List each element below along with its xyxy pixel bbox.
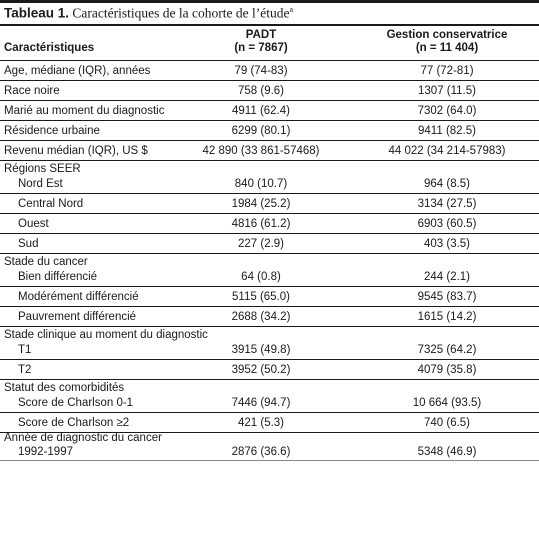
row-gc-value: 3134 (27.5) [417,198,477,210]
row-gc-value: 244 (2.1) [423,271,471,283]
row-label: Modérément différencié [18,291,139,303]
header-padt-name: PADT [245,29,277,41]
row-divider [0,120,539,121]
row-label: Bien différencié [18,271,98,283]
header-padt-count: (n = 7867) [234,42,288,54]
row-divider [0,213,539,214]
row-gc-value: 77 (72-81) [420,65,474,77]
row-gc-value: 964 (8.5) [423,178,471,190]
row-label: Race noire [4,85,60,97]
row-label: Pauvrement différencié [18,311,137,323]
row-gc-value: 1307 (11.5) [418,85,476,97]
header-top-rule [0,24,539,26]
row-gc-value: 740 (6.5) [423,417,471,429]
row-padt-value: 5115 (65.0) [232,291,290,303]
group-label: Stade du cancer [4,256,88,268]
row-divider [0,160,539,161]
row-divider [0,100,539,101]
row-padt-value: 6299 (80.1) [231,125,291,137]
row-divider [0,460,539,461]
row-label: Score de Charlson ≥2 [18,417,130,429]
table-title-label: Tableau 1. [4,5,70,21]
row-padt-value: 758 (9.6) [237,85,285,97]
group-label: Statut des comorbidités [4,382,125,394]
header-padt [192,29,330,55]
row-padt-value: 2876 (36.6) [231,446,291,458]
row-divider [0,412,539,413]
header-bottom-rule [0,60,539,61]
row-label: Résidence urbaine [4,125,100,137]
row-gc-value: 403 (3.5) [423,238,471,250]
row-label: Central Nord [18,198,84,210]
group-label: Régions SEER [4,163,81,175]
table-title-text: Caractéristiques de la cohorte de l’étude [72,5,290,21]
row-label: Sud [18,238,39,250]
row-label: Nord Est [18,178,63,190]
row-label: Score de Charlson 0-1 [18,397,134,409]
row-gc-value: 1615 (14.2) [417,311,477,323]
row-padt-value: 840 (10.7) [234,178,288,190]
row-gc-value: 6903 (60.5) [417,218,477,230]
row-padt-value: 79 (74-83) [234,65,288,77]
row-gc-value: 44 022 (34 214-57983) [388,145,506,157]
top-rule [0,0,539,3]
row-divider [0,379,539,380]
row-divider [0,306,539,307]
table-title [4,5,293,22]
group-label: Année de diagnostic du cancer [4,432,162,444]
row-label: Age, médiane (IQR), années [4,65,151,77]
row-gc-value: 10 664 (93.5) [412,397,482,409]
row-padt-value: 3915 (49.8) [231,344,291,356]
header-conservative [358,29,536,55]
row-gc-value: 9545 (83.7) [417,291,477,303]
row-label: Revenu médian (IQR), US $ [4,145,148,157]
row-gc-value: 5348 (46.9) [417,446,477,458]
row-divider [0,140,539,141]
row-divider [0,359,539,360]
row-gc-value: 9411 (82.5) [418,125,476,137]
row-padt-value: 227 (2.9) [237,238,285,250]
row-padt-value: 3952 (50.2) [231,364,291,376]
group-label: Stade clinique au moment du diagnostic [4,329,208,341]
row-divider [0,286,539,287]
row-label: Marié au moment du diagnostic [4,105,165,117]
row-padt-value: 421 (5.3) [237,417,285,429]
row-gc-value: 7302 (64.0) [417,105,477,117]
header-characteristics: Caractéristiques [4,42,95,54]
row-divider [0,233,539,234]
row-padt-value: 4911 (62.4) [232,105,290,117]
row-label: T2 [18,364,32,376]
row-divider [0,193,539,194]
row-padt-value: 4816 (61.2) [231,218,291,230]
row-padt-value: 7446 (94.7) [231,397,291,409]
row-padt-value: 2688 (34.2) [231,311,291,323]
row-padt-value: 1984 (25.2) [231,198,291,210]
row-padt-value: 42 890 (33 861-57468) [202,145,320,157]
row-padt-value: 64 (0.8) [241,271,281,283]
table-title-superscript: a [289,5,293,14]
row-divider [0,80,539,81]
row-label: 1992-1997 [18,446,73,458]
row-label: Ouest [18,218,49,230]
row-gc-value: 7325 (64.2) [417,344,477,356]
header-conservative-name: Gestion conservatrice [386,29,508,41]
row-label: T1 [18,344,32,356]
row-gc-value: 4079 (35.8) [417,364,477,376]
row-divider [0,326,539,327]
header-conservative-count: (n = 11 404) [415,42,479,54]
row-divider [0,253,539,254]
